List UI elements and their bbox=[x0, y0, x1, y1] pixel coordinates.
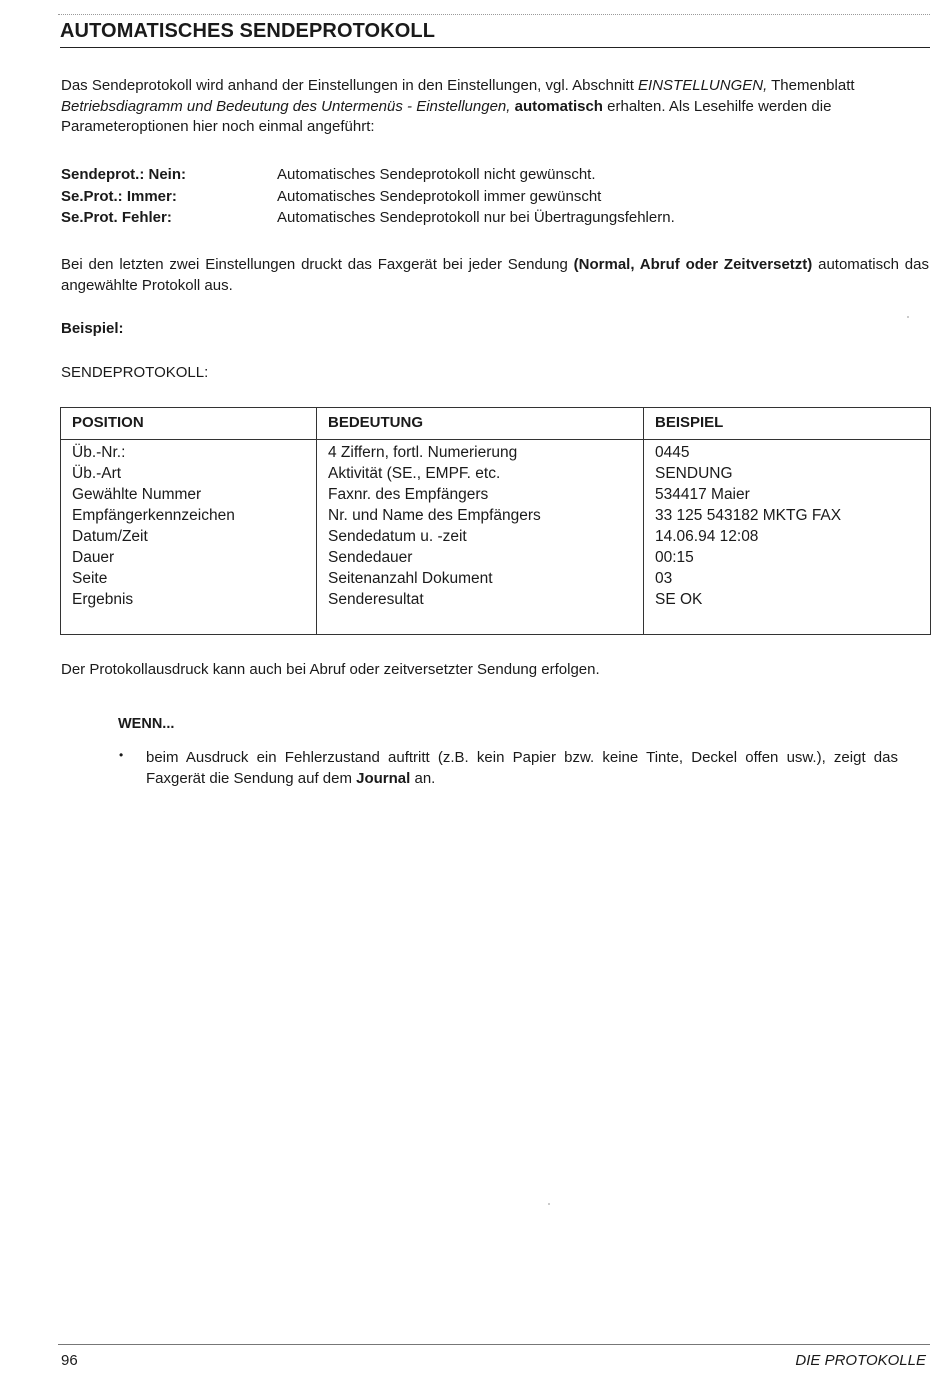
para2-text-1: Bei den letzten zwei Einstellungen druckt das Faxgerät bei jeder Sendung bbox=[61, 256, 574, 273]
table-cell: Nr. und Name des Empfängers bbox=[328, 507, 541, 524]
scan-speck bbox=[548, 1203, 550, 1205]
col-header-bedeutung: BEDEUTUNG bbox=[317, 408, 644, 440]
printout-note: Der Protokollausdruck kann auch bei Abruf oder zeitversetzter Sendung erfolgen. bbox=[61, 661, 600, 678]
table-cell: 33 125 543182 MKTG FAX bbox=[655, 507, 842, 524]
intro-text-3: erhalten. Als Lesehilfe werden die Parameteroptionen hier noch einmal angeführt: bbox=[61, 97, 832, 135]
report-title: SENDEPROTOKOLL: bbox=[61, 364, 209, 381]
para2-bold-modes: (Normal, Abruf oder Zeitversetzt) bbox=[573, 256, 813, 273]
table-cell: Dauer bbox=[72, 549, 115, 566]
page-title: AUTOMATISCHES SENDEPROTOKOLL bbox=[60, 20, 930, 48]
table-cell: 00:15 bbox=[655, 549, 694, 566]
position-column bbox=[61, 440, 317, 635]
intro-text-1: Das Sendeprotokoll wird anhand der Einstellungen in den Einstellungen, vgl. Abschnitt bbox=[61, 77, 639, 94]
table-cell: Ergebnis bbox=[72, 591, 134, 608]
bullet-bold-journal: Journal bbox=[356, 770, 411, 787]
table-cell: Gewählte Nummer bbox=[72, 486, 202, 503]
table-cell: Seite bbox=[72, 570, 108, 587]
intro-sheet-ref: Betriebsdiagramm und Bedeutung des Untermenüs - Einstellungen, bbox=[61, 97, 511, 115]
intro-section-ref: EINSTELLUNGEN, bbox=[638, 77, 768, 94]
bullet-text-2: an. bbox=[410, 770, 436, 787]
table-cell: 03 bbox=[655, 570, 673, 587]
scan-speck bbox=[907, 316, 909, 318]
table-cell: Üb.-Nr.: bbox=[72, 444, 126, 461]
bullet-item bbox=[146, 747, 898, 789]
table-cell: SENDUNG bbox=[655, 465, 733, 482]
option-desc: Automatisches Sendeprotokoll immer gewünscht bbox=[277, 188, 602, 205]
table-cell: 0445 bbox=[655, 444, 690, 461]
option-desc: Automatisches Sendeprotokoll nur bei Übertragungsfehlern. bbox=[277, 209, 675, 226]
table-cell: Datum/Zeit bbox=[72, 528, 148, 545]
intro-text-2: Themenblatt bbox=[767, 77, 855, 94]
table-cell: Üb.-Art bbox=[72, 465, 122, 482]
wenn-heading: WENN... bbox=[118, 716, 175, 732]
bullet-text-1: beim Ausdruck ein Fehlerzustand auftritt (z.B. kein Papier bzw. keine Tinte, Deckel offen usw.), zeigt das Faxgerät die Sendung auf dem bbox=[146, 749, 898, 787]
option-key: Sendeprot.: Nein: bbox=[61, 166, 187, 183]
settings-paragraph bbox=[61, 255, 929, 296]
protocol-table bbox=[60, 407, 931, 635]
example-label: Beispiel: bbox=[61, 320, 124, 337]
bullet-icon: • bbox=[119, 748, 124, 762]
table-cell: Aktivität (SE., EMPF. etc. bbox=[328, 465, 501, 482]
option-desc: Automatisches Sendeprotokoll nicht gewünscht. bbox=[277, 166, 596, 183]
table-cell: Empfängerkennzeichen bbox=[72, 507, 235, 524]
table-cell: 4 Ziffern, fortl. Numerierung bbox=[328, 444, 518, 461]
table-cell: Seitenanzahl Dokument bbox=[328, 570, 493, 587]
intro-paragraph bbox=[61, 76, 929, 138]
table-cell: SE OK bbox=[655, 591, 703, 608]
table-cell: Senderesultat bbox=[328, 591, 424, 608]
table-body bbox=[61, 440, 931, 635]
table-cell: 534417 Maier bbox=[655, 486, 750, 503]
footer-section-title: DIE PROTOKOLLE bbox=[795, 1352, 926, 1369]
beispiel-column bbox=[644, 440, 931, 635]
table-cell: 14.06.94 12:08 bbox=[655, 528, 759, 545]
table-header-row bbox=[61, 408, 931, 440]
option-key: Se.Prot.: Immer: bbox=[61, 188, 177, 205]
para2-text-2: automatisch das angewählte Protokoll aus. bbox=[61, 256, 929, 294]
page-number: 96 bbox=[61, 1352, 78, 1369]
footer-rule bbox=[58, 1344, 930, 1345]
bedeutung-column bbox=[317, 440, 644, 635]
col-header-beispiel: BEISPIEL bbox=[644, 408, 931, 440]
table-cell: Sendedauer bbox=[328, 549, 413, 566]
table-cell: Faxnr. des Empfängers bbox=[328, 486, 489, 503]
table-cell: Sendedatum u. -zeit bbox=[328, 528, 467, 545]
top-rule bbox=[58, 14, 930, 15]
intro-bold-word: automatisch bbox=[514, 97, 603, 115]
option-key: Se.Prot. Fehler: bbox=[61, 209, 172, 226]
col-header-position: POSITION bbox=[61, 408, 317, 440]
